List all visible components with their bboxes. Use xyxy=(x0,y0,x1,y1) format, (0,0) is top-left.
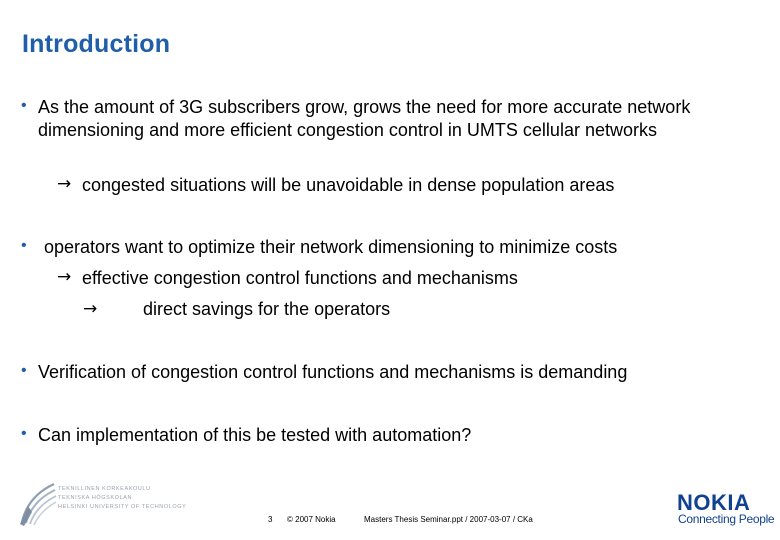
university-line-1: TEKNILLINEN KORKEAKOULU xyxy=(58,486,151,492)
bullet-1-sub-1: congested situations will be unavoidable in dense population areas xyxy=(82,175,615,195)
bullet-4 xyxy=(21,424,758,447)
bullet-dot: • xyxy=(21,237,27,254)
nokia-logo xyxy=(676,490,775,530)
bullet-dot: • xyxy=(21,425,27,442)
bullet-2-sub-1: effective congestion control functions and mechanisms xyxy=(82,268,518,288)
bullet-1-text: As the amount of 3G subscribers grow, grows the need for more accurate network dimensioning and more efficient congestion control in UMTS cellular networks xyxy=(38,97,691,140)
university-name xyxy=(58,485,186,512)
bullet-3-text: Verification of congestion control functions and mechanisms is demanding xyxy=(38,362,628,382)
arrow-icon: → xyxy=(57,267,72,287)
bullet-4-text: Can implementation of this be tested with automation? xyxy=(38,425,472,445)
arrow-icon: → xyxy=(83,299,98,319)
file-info: Masters Thesis Seminar.ppt / 2007-03-07 / CKa xyxy=(364,515,533,524)
bullet-3 xyxy=(21,361,758,384)
university-line-2: TEKNISKA HÖGSKOLAN xyxy=(58,495,133,501)
bullet-2-text: operators want to optimize their network dimensioning to minimize costs xyxy=(44,237,618,257)
nokia-tagline: Connecting People xyxy=(678,512,775,526)
bullet-2 xyxy=(21,236,744,259)
university-line-3: HELSINKI UNIVERSITY OF TECHNOLOGY xyxy=(58,504,187,510)
bullet-dot: • xyxy=(21,97,27,114)
university-logo xyxy=(18,482,203,527)
copyright: © 2007 Nokia xyxy=(287,515,336,524)
bullet-2-sub-2: direct savings for the operators xyxy=(143,299,391,319)
arrow-icon: → xyxy=(57,174,72,194)
university-emblem-icon xyxy=(18,482,58,527)
slide-title: Introduction xyxy=(22,30,171,58)
bullet-1 xyxy=(21,96,738,141)
nokia-wordmark: NOKIA xyxy=(677,490,751,515)
bullet-dot: • xyxy=(21,362,27,379)
page-number: 3 xyxy=(268,515,273,524)
